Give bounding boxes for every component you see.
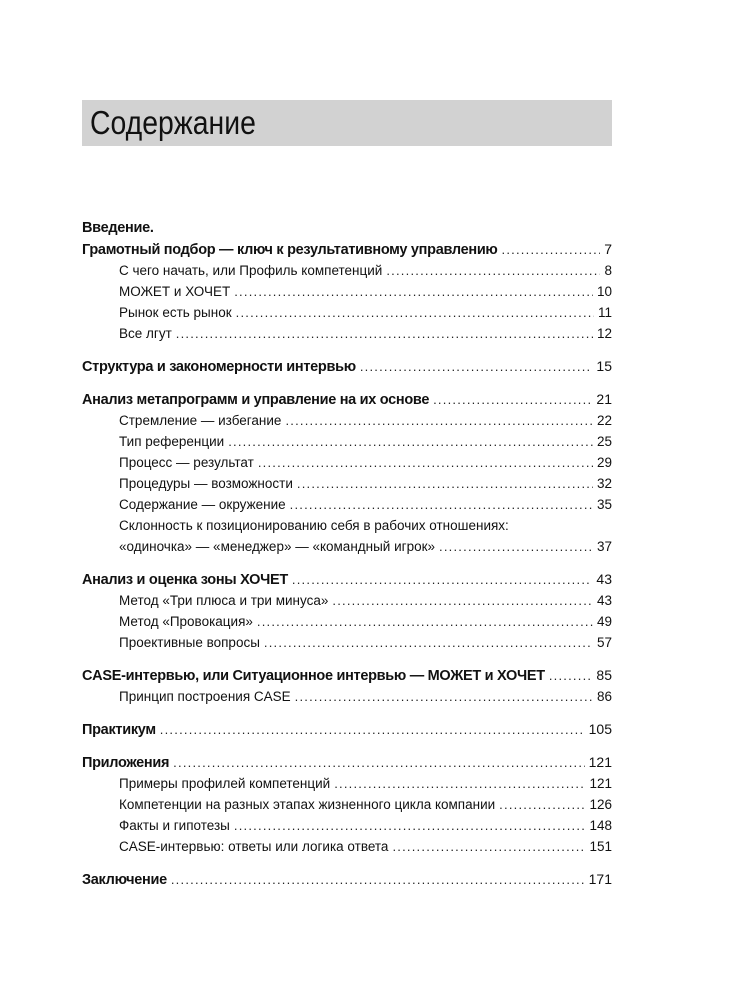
page-title: Содержание [90, 104, 256, 141]
toc-page-number: 22 [596, 413, 612, 428]
toc-entry-label: Компетенции на разных этапах жизненного цикла компании [119, 797, 496, 812]
toc-entry-label: «одиночка» — «менеджер» — «командный игрок» [119, 539, 435, 554]
toc-dot-leader [334, 773, 585, 794]
toc-entry-label: Все лгут [119, 326, 172, 341]
toc-entry-label: Склонность к позиционированию себя в рабочих отношениях: [119, 518, 509, 533]
toc-chapter-entry [82, 569, 612, 590]
toc-page-number: 86 [596, 689, 612, 704]
toc-entry-label: Структура и закономерности интервью [82, 359, 356, 375]
toc-entry-label: Процедуры — возможности [119, 476, 293, 491]
toc-entry-label: Анализ метапрограмм и управление на их основе [82, 392, 430, 408]
toc-entry-label: Приложения [82, 755, 170, 771]
toc-chapter-entry [82, 869, 612, 890]
toc-dot-leader [234, 281, 593, 302]
toc-page-number: 8 [604, 263, 612, 278]
toc-entry-label: Факты и гипотезы [119, 818, 230, 833]
toc-section-entry [82, 452, 612, 473]
toc-page-number: 21 [596, 391, 612, 407]
toc-section-entry [82, 281, 612, 302]
toc-page-number: 57 [596, 635, 612, 650]
toc-section-entry [82, 473, 612, 494]
toc-page-number: 85 [596, 667, 612, 683]
toc-section-entry [82, 815, 612, 836]
table-of-contents [82, 218, 612, 890]
toc-chapter-entry [82, 356, 612, 377]
toc-chapter-entry [82, 389, 612, 410]
toc-page-number: 37 [596, 539, 612, 554]
toc-dot-leader [160, 719, 585, 740]
toc-dot-leader [549, 665, 593, 686]
toc-section-entry [82, 323, 612, 344]
toc-dot-leader [290, 494, 593, 515]
toc-entry-label: Анализ и оценка зоны ХОЧЕТ [82, 572, 288, 588]
toc-entry-label: CASE-интервью: ответы или логика ответа [119, 839, 389, 854]
toc-page-number: 29 [596, 455, 612, 470]
toc-dot-leader [292, 569, 593, 590]
toc-page-number: 43 [596, 593, 612, 608]
toc-page-number: 15 [596, 358, 612, 374]
toc-section-entry [82, 410, 612, 431]
toc-entry-label: Заключение [82, 872, 167, 888]
toc-entry-label: С чего начать, или Профиль компетенций [119, 263, 383, 278]
toc-section-entry [82, 632, 612, 653]
toc-entry-label: Проективные вопросы [119, 635, 260, 650]
toc-entry-label: Практикум [82, 722, 156, 738]
toc-dot-leader [360, 356, 593, 377]
toc-dot-leader [392, 836, 585, 857]
toc-page-number: 49 [596, 614, 612, 629]
toc-page-number: 35 [596, 497, 612, 512]
toc-dot-leader [236, 302, 594, 323]
toc-section-entry [82, 794, 612, 815]
toc-chapter-entry [82, 719, 612, 740]
toc-dot-leader [176, 323, 593, 344]
toc-dot-leader [264, 632, 593, 653]
toc-entry-label: CASE-интервью, или Ситуационное интервью — МОЖЕТ и ХОЧЕТ [82, 668, 545, 684]
toc-dot-leader [171, 869, 585, 890]
toc-dot-leader [295, 686, 593, 707]
toc-page-number: 121 [588, 754, 612, 770]
toc-dot-leader [297, 473, 593, 494]
toc-dot-leader [285, 410, 593, 431]
toc-dot-leader [228, 431, 593, 452]
toc-section-entry [82, 590, 612, 611]
toc-dot-leader [386, 260, 600, 281]
toc-entry-label: Стремление — избегание [119, 413, 282, 428]
toc-section-entry [82, 773, 612, 794]
toc-section-entry [82, 611, 612, 632]
toc-dot-leader [332, 590, 593, 611]
toc-page-number: 43 [596, 571, 612, 587]
toc-entry-label: Грамотный подбор — ключ к результативному управлению [82, 242, 498, 258]
toc-page-number: 32 [596, 476, 612, 491]
toc-chapter-entry [82, 752, 612, 773]
toc-dot-leader [234, 815, 586, 836]
toc-section-entry [82, 494, 612, 515]
toc-dot-leader [502, 239, 601, 260]
toc-entry-label: Рынок есть рынок [119, 305, 232, 320]
toc-page-number: 148 [589, 818, 612, 833]
toc-entry-label: МОЖЕТ и ХОЧЕТ [119, 284, 231, 299]
toc-page-number: 151 [589, 839, 612, 854]
toc-chapter-entry [82, 239, 612, 260]
toc-entry-label: Тип референции [119, 434, 225, 449]
toc-section-entry [82, 536, 612, 557]
toc-section-entry [82, 686, 612, 707]
toc-entry-label: Принцип построения CASE [119, 689, 291, 704]
toc-section-entry [82, 431, 612, 452]
toc-page-number: 126 [589, 797, 612, 812]
toc-entry-label: Примеры профилей компетенций [119, 776, 331, 791]
toc-title-bar [82, 100, 612, 146]
toc-entry-label: Метод «Провокация» [119, 614, 253, 629]
toc-entry-label: Содержание — окружение [119, 497, 286, 512]
toc-section-entry [82, 836, 612, 857]
toc-page-number: 7 [604, 241, 612, 257]
toc-dot-leader [499, 794, 585, 815]
toc-page-number: 11 [597, 305, 612, 320]
toc-dot-leader [433, 389, 592, 410]
toc-page-number: 10 [596, 284, 612, 299]
toc-section-entry [82, 515, 612, 536]
toc-dot-leader [439, 536, 593, 557]
toc-dot-leader [257, 611, 593, 632]
toc-page-number: 121 [589, 776, 612, 791]
toc-dot-leader [258, 452, 593, 473]
toc-entry-label: Процесс — результат [119, 455, 254, 470]
toc-section-entry [82, 260, 612, 281]
toc-dot-leader [173, 752, 584, 773]
toc-chapter-entry [82, 665, 612, 686]
toc-section-entry [82, 302, 612, 323]
toc-entry-label: Введение. [82, 220, 154, 236]
toc-page-number: 12 [596, 326, 612, 341]
toc-page-number: 105 [588, 721, 612, 737]
toc-page-number: 171 [588, 871, 612, 887]
toc-entry-label: Метод «Три плюса и три минуса» [119, 593, 329, 608]
toc-page-number: 25 [596, 434, 612, 449]
toc-chapter-entry [82, 218, 612, 239]
